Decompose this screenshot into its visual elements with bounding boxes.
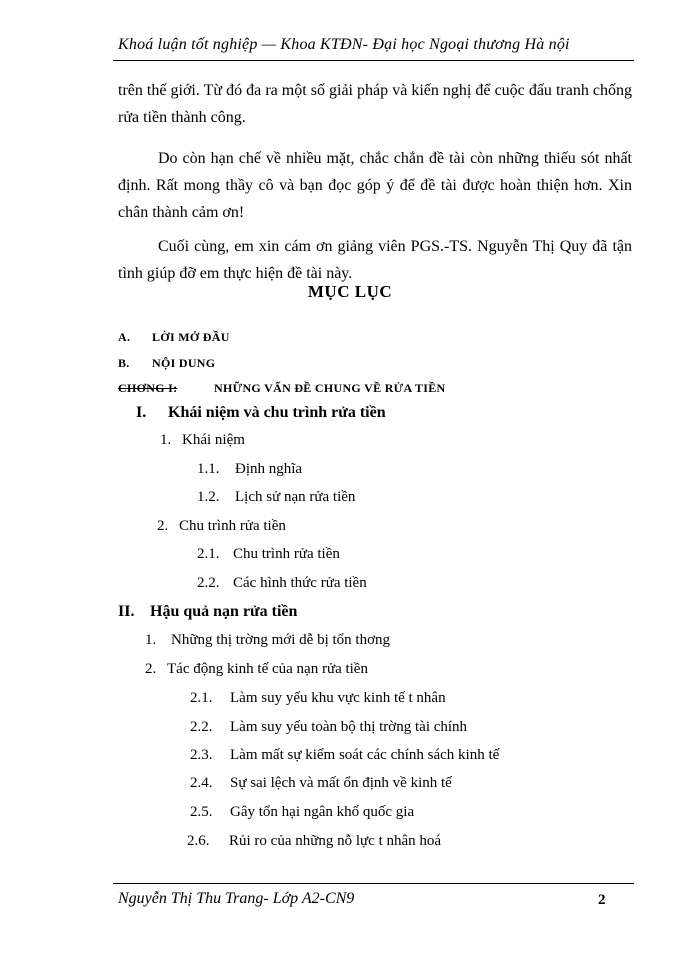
toc-label: Hậu quả nạn rửa tiền	[150, 603, 298, 620]
toc-label: Chu trình rửa tiền	[179, 518, 286, 534]
toc-label: Lịch sử nạn rửa tiền	[235, 489, 356, 505]
toc-item-a[interactable]	[118, 330, 230, 345]
toc-chapter-1[interactable]	[118, 381, 445, 396]
footer-rule	[113, 883, 634, 884]
toc-number: I.	[136, 404, 147, 421]
toc-item-i-2[interactable]	[157, 518, 286, 535]
toc-label: Sự sai lệch và mất ổn định về kinh tế	[230, 775, 452, 791]
toc-label: Làm mất sự kiểm soát các chính sách kinh tế	[230, 747, 500, 763]
toc-item-i-1-2[interactable]	[197, 489, 355, 506]
toc-number: 2.	[145, 661, 157, 677]
toc-number: A.	[118, 330, 131, 344]
toc-item-ii-2-4[interactable]	[190, 775, 452, 792]
toc-item-ii-2-2[interactable]	[190, 719, 467, 736]
toc-number: CHƠNG I:	[118, 381, 178, 395]
toc-number: 2.	[157, 518, 169, 534]
toc-item-b[interactable]	[118, 356, 215, 371]
footer-author: Nguyễn Thị Thu Trang- Lớp A2-CN9	[118, 890, 355, 907]
toc-label: Rủi ro của những nỗ lực t nhân hoá	[229, 833, 442, 849]
toc-section-i[interactable]	[136, 404, 386, 422]
header-rule	[113, 60, 634, 61]
toc-number: 1.1.	[197, 461, 220, 477]
paragraph-3: Cuối cùng, em xin cám ơn giảng viên PGS.-TS. Nguyễn Thị Quy đã tận tình giúp đỡ em thực hiện đề tài này.	[118, 238, 632, 282]
toc-label: Làm suy yếu toàn bộ thị trờng tài chính	[230, 719, 468, 735]
toc-number: 1.	[160, 432, 172, 448]
toc-number: 2.4.	[190, 775, 213, 791]
toc-number: 2.6.	[187, 833, 210, 849]
toc-item-ii-2-5[interactable]	[190, 804, 414, 821]
toc-section-ii[interactable]	[118, 603, 297, 621]
toc-item-ii-1[interactable]	[145, 632, 390, 649]
paragraph-2: Do còn hạn chế về nhiều mặt, chắc chắn đề tài còn những thiếu sót nhất định. Rất mong thầy cô và bạn đọc góp ý để đề tài được hoàn thiện hơn. Xin chân thành cảm ơn!	[118, 150, 632, 221]
toc-label: Tác động kinh tế của nạn rửa tiền	[167, 661, 368, 677]
toc-label: Làm suy yếu khu vực kinh tế t nhân	[230, 690, 446, 706]
toc-label: Khái niệm	[182, 432, 245, 448]
toc-label: Các hình thức rửa tiền	[233, 575, 367, 591]
toc-number: B.	[118, 356, 130, 370]
toc-item-ii-2-1[interactable]	[190, 690, 446, 707]
toc-label: Định nghĩa	[235, 461, 303, 477]
toc-item-i-2-1[interactable]	[197, 546, 340, 563]
page-header: Khoá luận tốt nghiệp — Khoa KTĐN- Đại học Ngoại thương Hà nội	[118, 36, 570, 53]
toc-number: 2.5.	[190, 804, 213, 820]
toc-label: LỜI MỞ ĐẦU	[152, 330, 230, 344]
toc-number: 1.	[145, 632, 157, 648]
toc-number: II.	[118, 603, 135, 620]
paragraph-1: trên thế giới. Từ đó đa ra một số giải pháp và kiến nghị để cuộc đấu tranh chống rửa tiền thành công.	[118, 82, 632, 126]
toc-item-ii-2-6[interactable]	[187, 833, 441, 850]
toc-label: Những thị trờng mới dễ bị tổn thơng	[171, 632, 391, 648]
toc-number: 2.1.	[190, 690, 213, 706]
toc-item-i-2-2[interactable]	[197, 575, 367, 592]
toc-number: 2.3.	[190, 747, 213, 763]
toc-label: NHỮNG VẤN ĐỀ CHUNG VỀ RỬA TIỀN	[214, 381, 446, 395]
page-number: 2	[598, 892, 606, 908]
toc-item-i-1[interactable]	[160, 432, 245, 449]
toc-item-i-1-1[interactable]	[197, 461, 302, 478]
toc-label: Gây tổn hại ngân khố quốc gia	[230, 804, 415, 820]
toc-item-ii-2[interactable]	[145, 661, 368, 678]
toc-number: 1.2.	[197, 489, 220, 505]
toc-title: MỤC LỤC	[307, 282, 393, 301]
toc-number: 2.1.	[197, 546, 220, 562]
toc-item-ii-2-3[interactable]	[190, 747, 499, 764]
toc-label: NỘI DUNG	[152, 356, 216, 370]
toc-label: Chu trình rửa tiền	[233, 546, 340, 562]
toc-label: Khái niệm và chu trình rửa tiền	[168, 404, 386, 421]
toc-number: 2.2.	[190, 719, 213, 735]
toc-number: 2.2.	[197, 575, 220, 591]
